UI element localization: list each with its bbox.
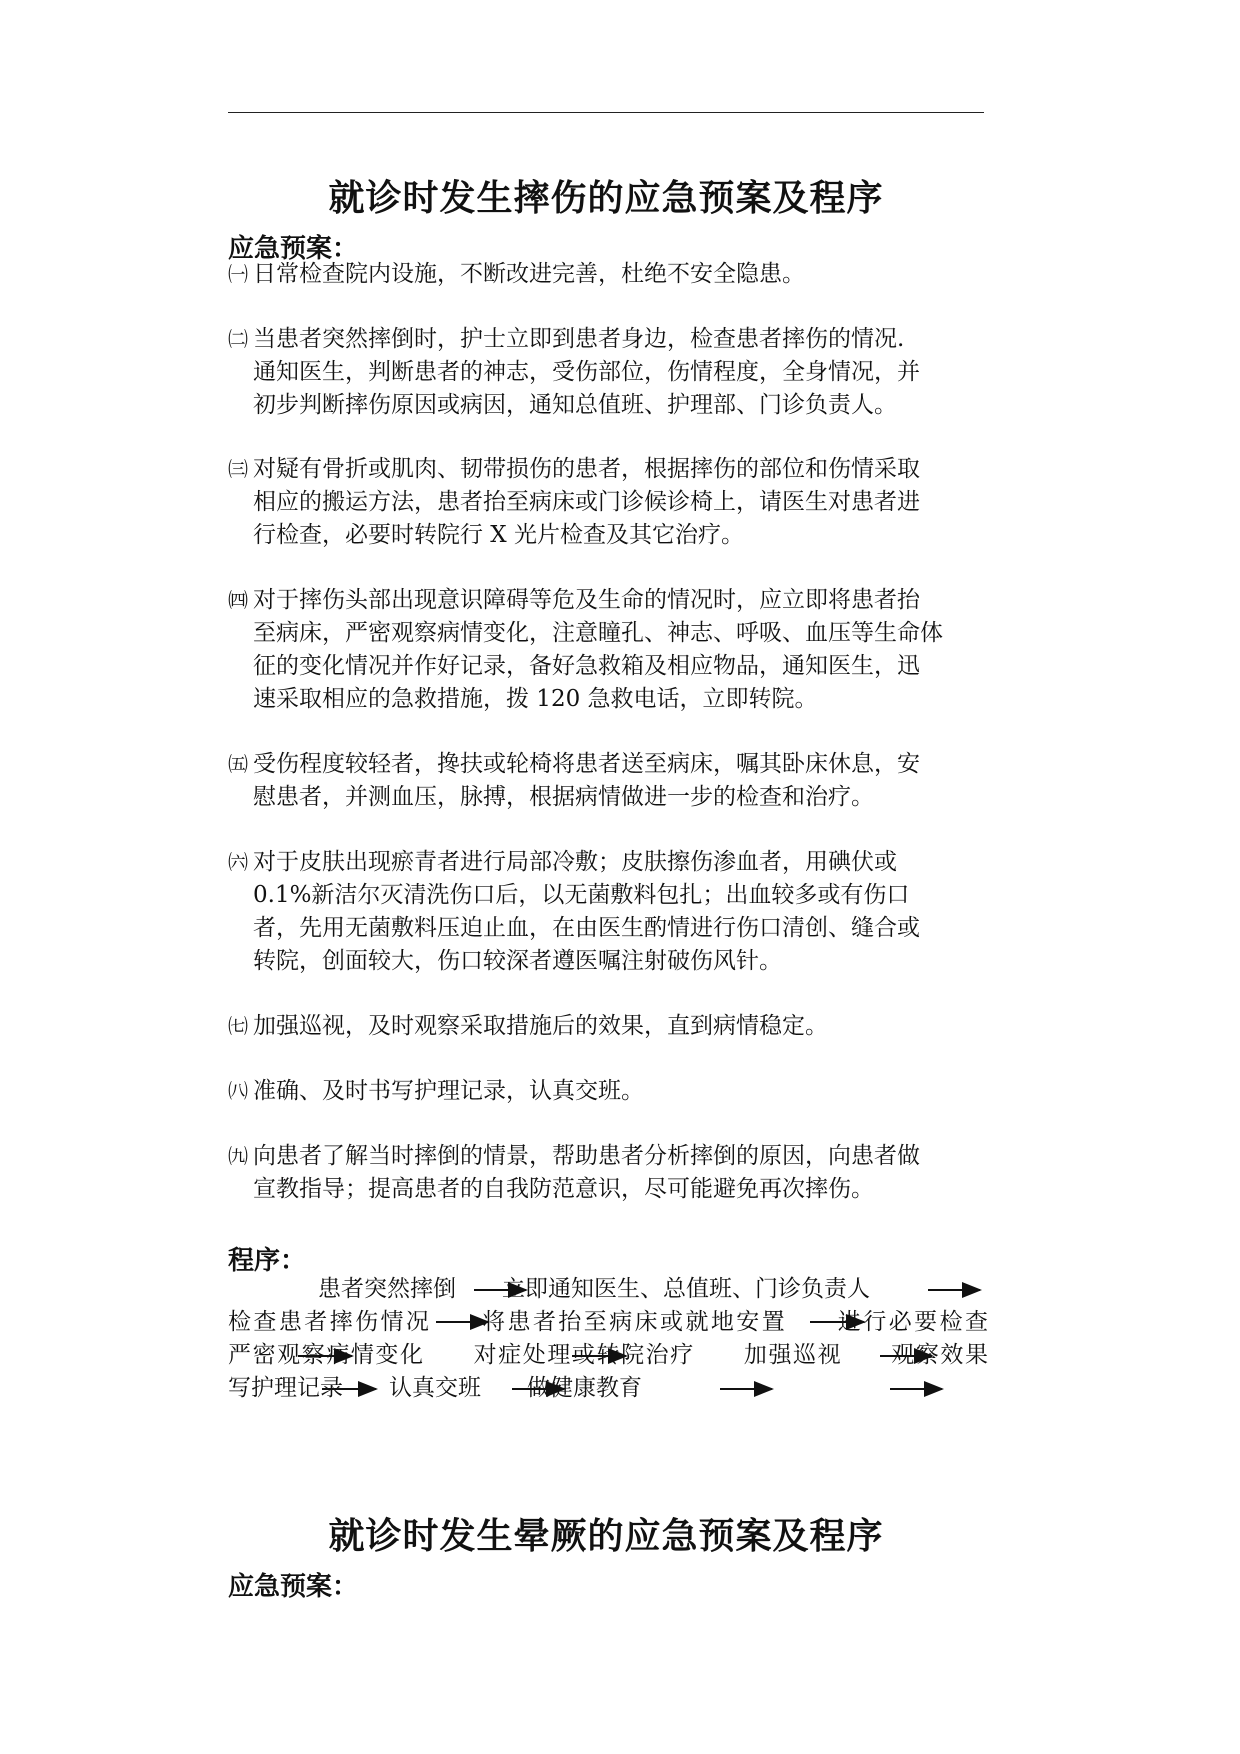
- item-line: 者，先用无菌敷料压迫止血，在由医生酌情进行伤口清创、缝合或: [253, 915, 920, 941]
- item-line: 转院，创面较大，伤口较深者遵医嘱注射破伤风针。: [253, 948, 782, 974]
- header-rule: [228, 112, 984, 113]
- procedure-line-4: 写护理记录 认真交班 做健康教育: [228, 1375, 642, 1401]
- item-line: 当患者突然摔倒时，护士立即到患者身边，检查患者摔伤的情况.: [253, 326, 905, 352]
- procedure-line-3: 严密观察病情变化 对症处理或转院治疗 加强巡视 观察效果: [228, 1342, 988, 1368]
- doc2-title: 就诊时发生晕厥的应急预案及程序: [328, 1515, 884, 1557]
- plan-item-7: [228, 1010, 988, 1043]
- item-line: 受伤程度较轻者，搀扶或轮椅将患者送至病床，嘱其卧床休息，安: [253, 751, 920, 777]
- doc1-plan-label: 应急预案：: [228, 234, 359, 264]
- item-number: ㈣: [228, 588, 248, 612]
- item-number: ㈦: [228, 1014, 248, 1038]
- item-line: 速采取相应的急救措施，拨 120 急救电话，立即转院。: [253, 686, 818, 712]
- item-line: 征的变化情况并作好记录，备好急救箱及相应物品，通知医生，迅: [253, 653, 920, 679]
- item-number: ㈢: [228, 457, 248, 481]
- item-line: 对于皮肤出现瘀青者进行局部冷敷；皮肤擦伤渗血者，用碘伏或: [253, 849, 897, 875]
- item-number: ㈧: [228, 1079, 248, 1103]
- item-line: 宣教指导；提高患者的自我防范意识，尽可能避免再次摔伤。: [253, 1176, 874, 1202]
- plan-item-5: [228, 748, 988, 814]
- plan-item-1: [228, 258, 988, 291]
- item-number: ㈥: [228, 850, 248, 874]
- item-line: 通知医生，判断患者的神志，受伤部位，伤情程度，全身情况，并: [253, 359, 920, 385]
- item-line: 慰患者，并测血压，脉搏，根据病情做进一步的检查和治疗。: [253, 784, 874, 810]
- item-line: 0.1%新洁尔灭清洗伤口后，以无菌敷料包扎；出血较多或有伤口: [253, 882, 910, 908]
- item-line: 加强巡视，及时观察采取措施后的效果，直到病情稳定。: [253, 1013, 828, 1039]
- item-line: 对疑有骨折或肌肉、韧带损伤的患者，根据摔伤的部位和伤情采取: [253, 456, 920, 482]
- plan-item-9: [228, 1140, 988, 1206]
- procedure-line-1: 患者突然摔倒 立即通知医生、总值班、门诊负责人: [318, 1276, 870, 1302]
- item-number: ㈡: [228, 327, 248, 351]
- item-line: 向患者了解当时摔倒的情景，帮助患者分析摔倒的原因，向患者做: [253, 1143, 920, 1169]
- plan-item-6: [228, 846, 988, 978]
- item-line: 日常检查院内设施，不断改进完善，杜绝不安全隐患。: [253, 261, 805, 287]
- doc2-plan-label: 应急预案：: [228, 1572, 359, 1602]
- item-number: ㈠: [228, 262, 248, 286]
- doc1-procedure-label: 程序：: [228, 1246, 307, 1276]
- item-line: 准确、及时书写护理记录，认真交班。: [253, 1078, 644, 1104]
- item-line: 至病床，严密观察病情变化，注意瞳孔、神志、呼吸、血压等生命体: [253, 620, 943, 646]
- plan-item-3: [228, 453, 988, 552]
- item-line: 对于摔伤头部出现意识障碍等危及生命的情况时，应立即将患者抬: [253, 587, 920, 613]
- item-number: ㈨: [228, 1144, 248, 1168]
- plan-item-8: [228, 1075, 988, 1108]
- plan-item-4: [228, 584, 988, 716]
- item-number: ㈤: [228, 752, 248, 776]
- item-line: 相应的搬运方法，患者抬至病床或门诊候诊椅上，请医生对患者进: [253, 489, 920, 515]
- procedure-line-2: 检查患者摔伤情况 将患者抬至病床或就地安置 进行必要检查: [228, 1309, 988, 1335]
- item-line: 初步判断摔伤原因或病因，通知总值班、护理部、门诊负责人。: [253, 392, 897, 418]
- item-line: 行检查，必要时转院行 X 光片检查及其它治疗。: [253, 522, 744, 548]
- doc1-title: 就诊时发生摔伤的应急预案及程序: [328, 177, 884, 219]
- plan-item-2: [228, 323, 988, 422]
